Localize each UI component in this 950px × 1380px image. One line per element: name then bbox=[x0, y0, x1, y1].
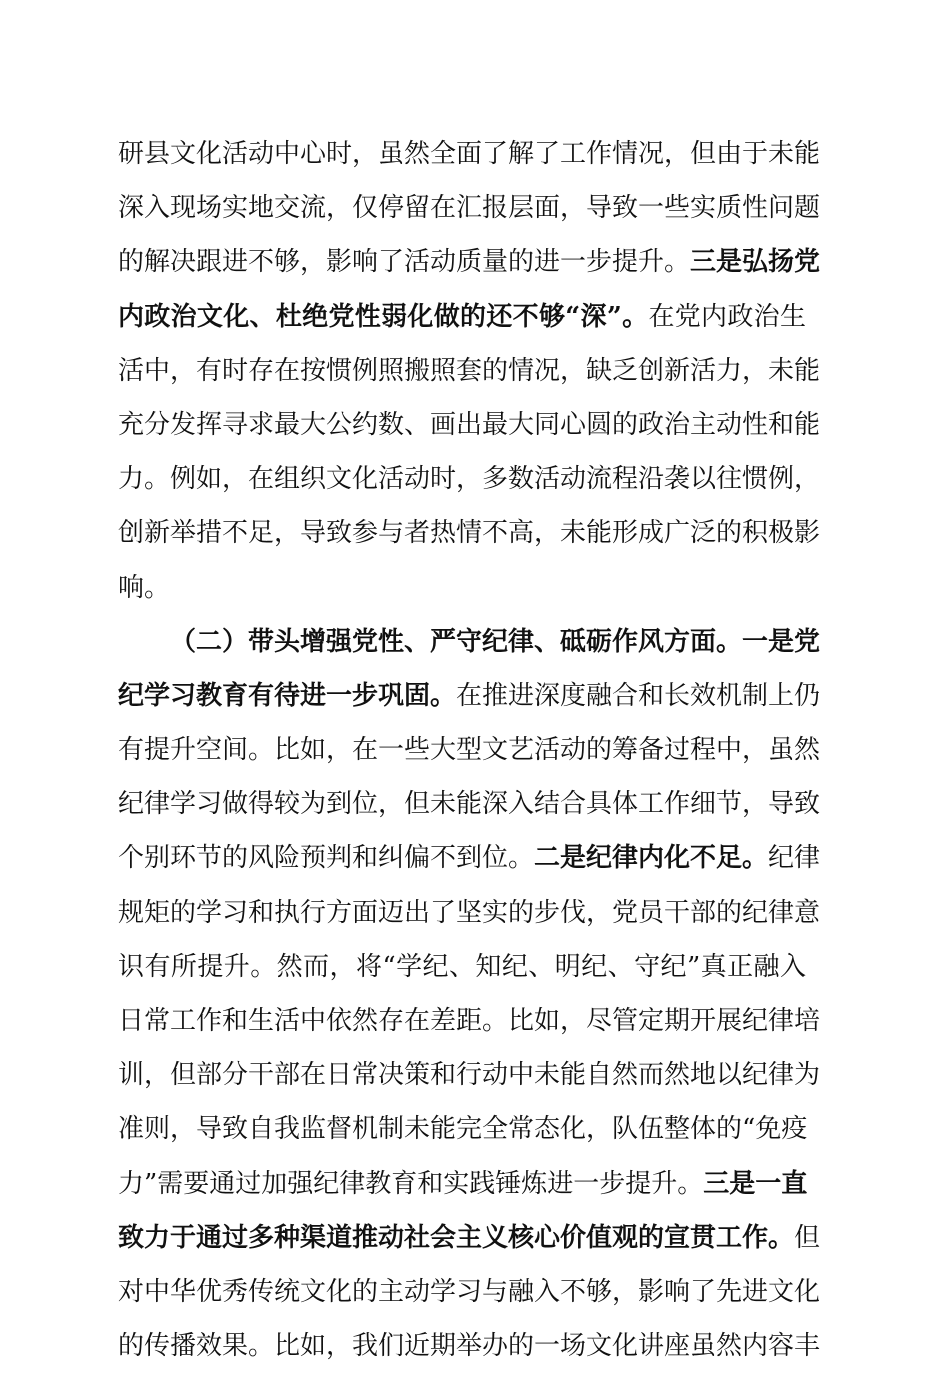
bold-text-segment: 三是一直 bbox=[703, 1168, 808, 1199]
text-segment: 响。 bbox=[118, 572, 171, 603]
text-line bbox=[118, 188, 821, 242]
text-line bbox=[118, 1272, 821, 1326]
text-line bbox=[118, 947, 806, 1001]
text-segment: 准则，导致自我监督机制未能完全常态化，队伍整体的“免疫 bbox=[118, 1114, 808, 1145]
text-segment: 规矩的学习和执行方面迈出了坚实的步伐，党员干部的纪律意 bbox=[118, 897, 821, 928]
bold-text-segment: 三是弘扬党 bbox=[690, 247, 821, 278]
text-segment: 有提升空间。比如，在一些大型文艺活动的筹备过程中，虽然 bbox=[118, 735, 821, 766]
bold-text-segment: 内政治文化、杜绝党性弱化做的还不够“深”。 bbox=[118, 301, 649, 332]
text-segment: 充分发挥寻求最大公约数、画出最大同心圆的政治主动性和能 bbox=[118, 409, 821, 440]
text-segment: 日常工作和生活中依然存在差距。比如，尽管定期开展纪律培 bbox=[118, 1006, 821, 1036]
text-line bbox=[118, 134, 821, 188]
text-segment: 力”需要通过加强纪律教育和实践锤炼进一步提升。 bbox=[118, 1168, 704, 1199]
text-line bbox=[118, 1218, 821, 1272]
text-segment: 研县文化活动中心时，虽然全面了解了工作情况，但由于未能 bbox=[118, 139, 821, 169]
text-line bbox=[118, 242, 821, 296]
text-segment: 个别环节的风险预判和纠偏不到位。 bbox=[118, 843, 535, 874]
text-segment: 的解决跟进不够，影响了活动质量的进一步提升。 bbox=[118, 247, 691, 278]
text-line bbox=[118, 1109, 806, 1163]
text-line bbox=[118, 1164, 806, 1218]
text-segment: 的传播效果。比如，我们近期举办的一场文化讲座虽然内容丰 bbox=[118, 1331, 821, 1362]
text-line bbox=[118, 297, 806, 351]
text-line bbox=[118, 459, 821, 513]
text-line bbox=[118, 676, 821, 730]
text-line bbox=[118, 622, 821, 676]
text-segment: 训，但部分干部在日常决策和行动中未能自然而然地以纪律为 bbox=[118, 1060, 821, 1091]
text-line bbox=[118, 784, 821, 838]
text-segment: 识有所提升。然而，将“学纪、知纪、明纪、守纪”真正融入 bbox=[118, 951, 806, 982]
text-line bbox=[118, 351, 821, 405]
text-line bbox=[118, 1055, 821, 1109]
bold-text-segment: （二）带头增强党性、严守纪律、砥砺作风方面。一是党 bbox=[170, 626, 821, 657]
document-body bbox=[118, 134, 821, 1380]
text-line bbox=[118, 1326, 821, 1380]
bold-text-segment: 致力于通过多种渠道推动社会主义核心价值观的宣贯工作。 bbox=[118, 1222, 795, 1253]
text-segment: 对中华优秀传统文化的主动学习与融入不够，影响了先进文化 bbox=[118, 1276, 821, 1307]
text-segment: 在党内政治生 bbox=[648, 301, 806, 332]
text-line bbox=[118, 838, 821, 892]
text-line bbox=[118, 893, 821, 947]
text-line bbox=[118, 730, 821, 784]
text-segment: 活中，有时存在按惯例照搬照套的情况，缺乏创新活力，未能 bbox=[118, 355, 821, 386]
text-segment: 力。例如，在组织文化活动时，多数活动流程沿袭以往惯例， bbox=[118, 464, 821, 495]
text-segment: 深入现场实地交流，仅停留在汇报层面，导致一些实质性问题 bbox=[118, 193, 821, 224]
text-segment: 在推进深度融合和长效机制上仍 bbox=[456, 680, 821, 711]
text-line bbox=[118, 405, 821, 459]
text-line bbox=[118, 513, 821, 567]
text-segment: 纪律 bbox=[768, 843, 821, 874]
text-segment: 但 bbox=[794, 1222, 821, 1253]
text-line bbox=[118, 1001, 821, 1055]
bold-text-segment: 二是纪律内化不足。 bbox=[534, 843, 769, 874]
text-segment: 纪律学习做得较为到位，但未能深入结合具体工作细节，导致 bbox=[118, 789, 821, 820]
text-segment: 创新举措不足，导致参与者热情不高，未能形成广泛的积极影 bbox=[118, 518, 821, 549]
text-line bbox=[118, 568, 806, 622]
bold-text-segment: 纪学习教育有待进一步巩固。 bbox=[118, 680, 457, 711]
